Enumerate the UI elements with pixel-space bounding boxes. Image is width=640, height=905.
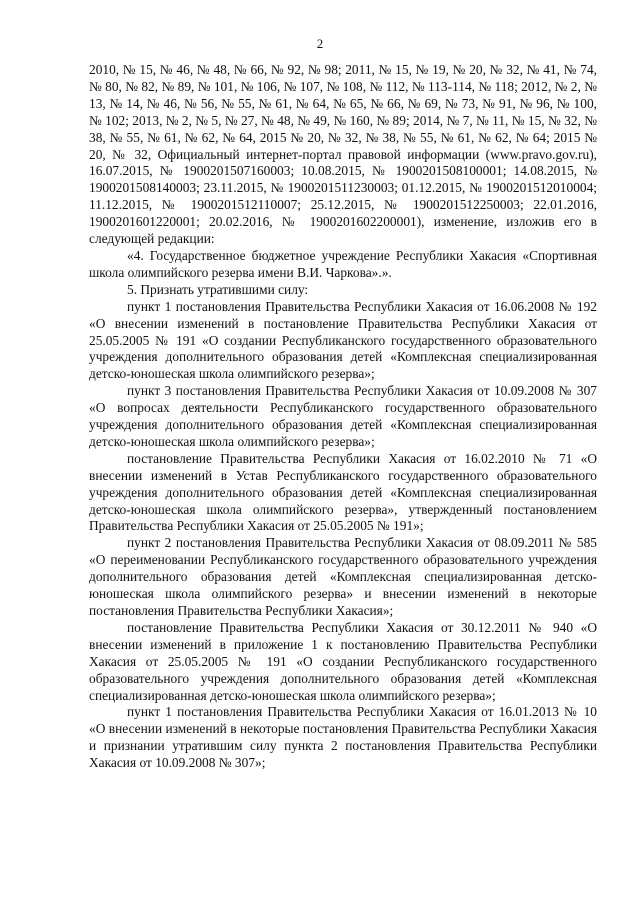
paragraph-item-5-heading: 5. Признать утратившими силу: [127,281,309,297]
page-number: 2 [316,36,324,51]
paragraph-repealed-6: пункт 1 постановления Правительства Республики Хакасия от 16.01.2013 № 10 «О внесении изменений в некоторые постановления Правительства Республики Хакасия и признании утратившим силу пункта 2 постановления Правительства Республики Хакасия от 10.09.2008 № 307»; [89,704,597,771]
paragraph-continuation: 2010, № 15, № 46, № 48, № 66, № 92, № 98; 2011, № 15, № 19, № 20, № 32, № 41, № 74, № 80, № 82, № 89, № 101, № 106, № 107, № 108, № 112, № 113-114, № 118; 2012, № 2, № 13, № 14, № 46, № 56, № 55, № 61, № 64, № 65, № 66, № 69, № 73, № 91, № 96, № 100, № 102; 2013, № 2, № 5, № 27, № 48, № 49, № 160, № 89; 2014, № 7, № 11, № 15, № 32, № 38, № 55, № 61, № 62, № 64, 2015 № 20, № 32, № 38, № 55, № 61, № 62, № 64; 2015 № 20, № 32, Официальный интернет-портал правовой информации (www.pravo.gov.ru), 16.07.2015, № 1900201507160003; 10.08.2015, № 1900201508100001; 14.08.2015, № 1900201508140003; 23.11.2015, № 1900201511230003; 01.12.2015, № 1900201512010004; 11.12.2015, № 1900201512110007; 25.12.2015, № 1900201512250003; 22.01.2016, 1900201601220001; 20.02.2016, № 1900201602200001), изменение, изложив его в следующей редакции: [89,62,597,247]
paragraph-repealed-5: постановление Правительства Республики Хакасия от 30.12.2011 № 940 «О внесении изменений в приложение 1 к постановлению Правительства Республики Хакасия от 25.05.2005 № 191 «О создании Республиканского государственного образовательного учреждения дополнительного образования детей «Комплексная специализированная детско-юношеская школа олимпийского резерва»; [89,619,597,703]
paragraph-repealed-1: пункт 1 постановления Правительства Республики Хакасия от 16.06.2008 № 192 «О внесении изменений в постановление Правительства Республики Хакасия от 25.05.2005 № 191 «О создании Республиканского государственного образовательного учреждения дополнительного образования детей «Комплексная специализированная детско-юношеская школа олимпийского резерва»; [89,298,597,382]
paragraph-repealed-3: постановление Правительства Республики Хакасия от 16.02.2010 № 71 «О внесении изменений в Устав Республиканского государственного образовательного учреждения дополнительного образования детей «Комплексная специализированная детско-юношеская школа олимпийского резерва», утвержденный постановлением Правительства Республики Хакасия от 25.05.2005 № 191»; [89,450,597,534]
paragraph-repealed-2: пункт 3 постановления Правительства Республики Хакасия от 10.09.2008 № 307 «О вопросах деятельности Республиканского государственного образовательного учреждения дополнительного образования детей «Комплексная специализированная детско-юношеская школа олимпийского резерва»; [89,383,597,449]
paragraph-new-name: «4. Государственное бюджетное учреждение Республики Хакасия «Спортивная школа олимпийского резерва имени В.И. Чаркова».». [89,247,597,280]
paragraph-repealed-4: пункт 2 постановления Правительства Республики Хакасия от 08.09.2011 № 585 «О переименовании Республиканского государственного образовательного учреждения дополнительного образования детей «Комплексная специализированная детско-юношеская школа олимпийского резерва» и внесении изменений в некоторые постановления Правительства Республики Хакасия»; [89,535,597,618]
document-body [89,62,597,772]
